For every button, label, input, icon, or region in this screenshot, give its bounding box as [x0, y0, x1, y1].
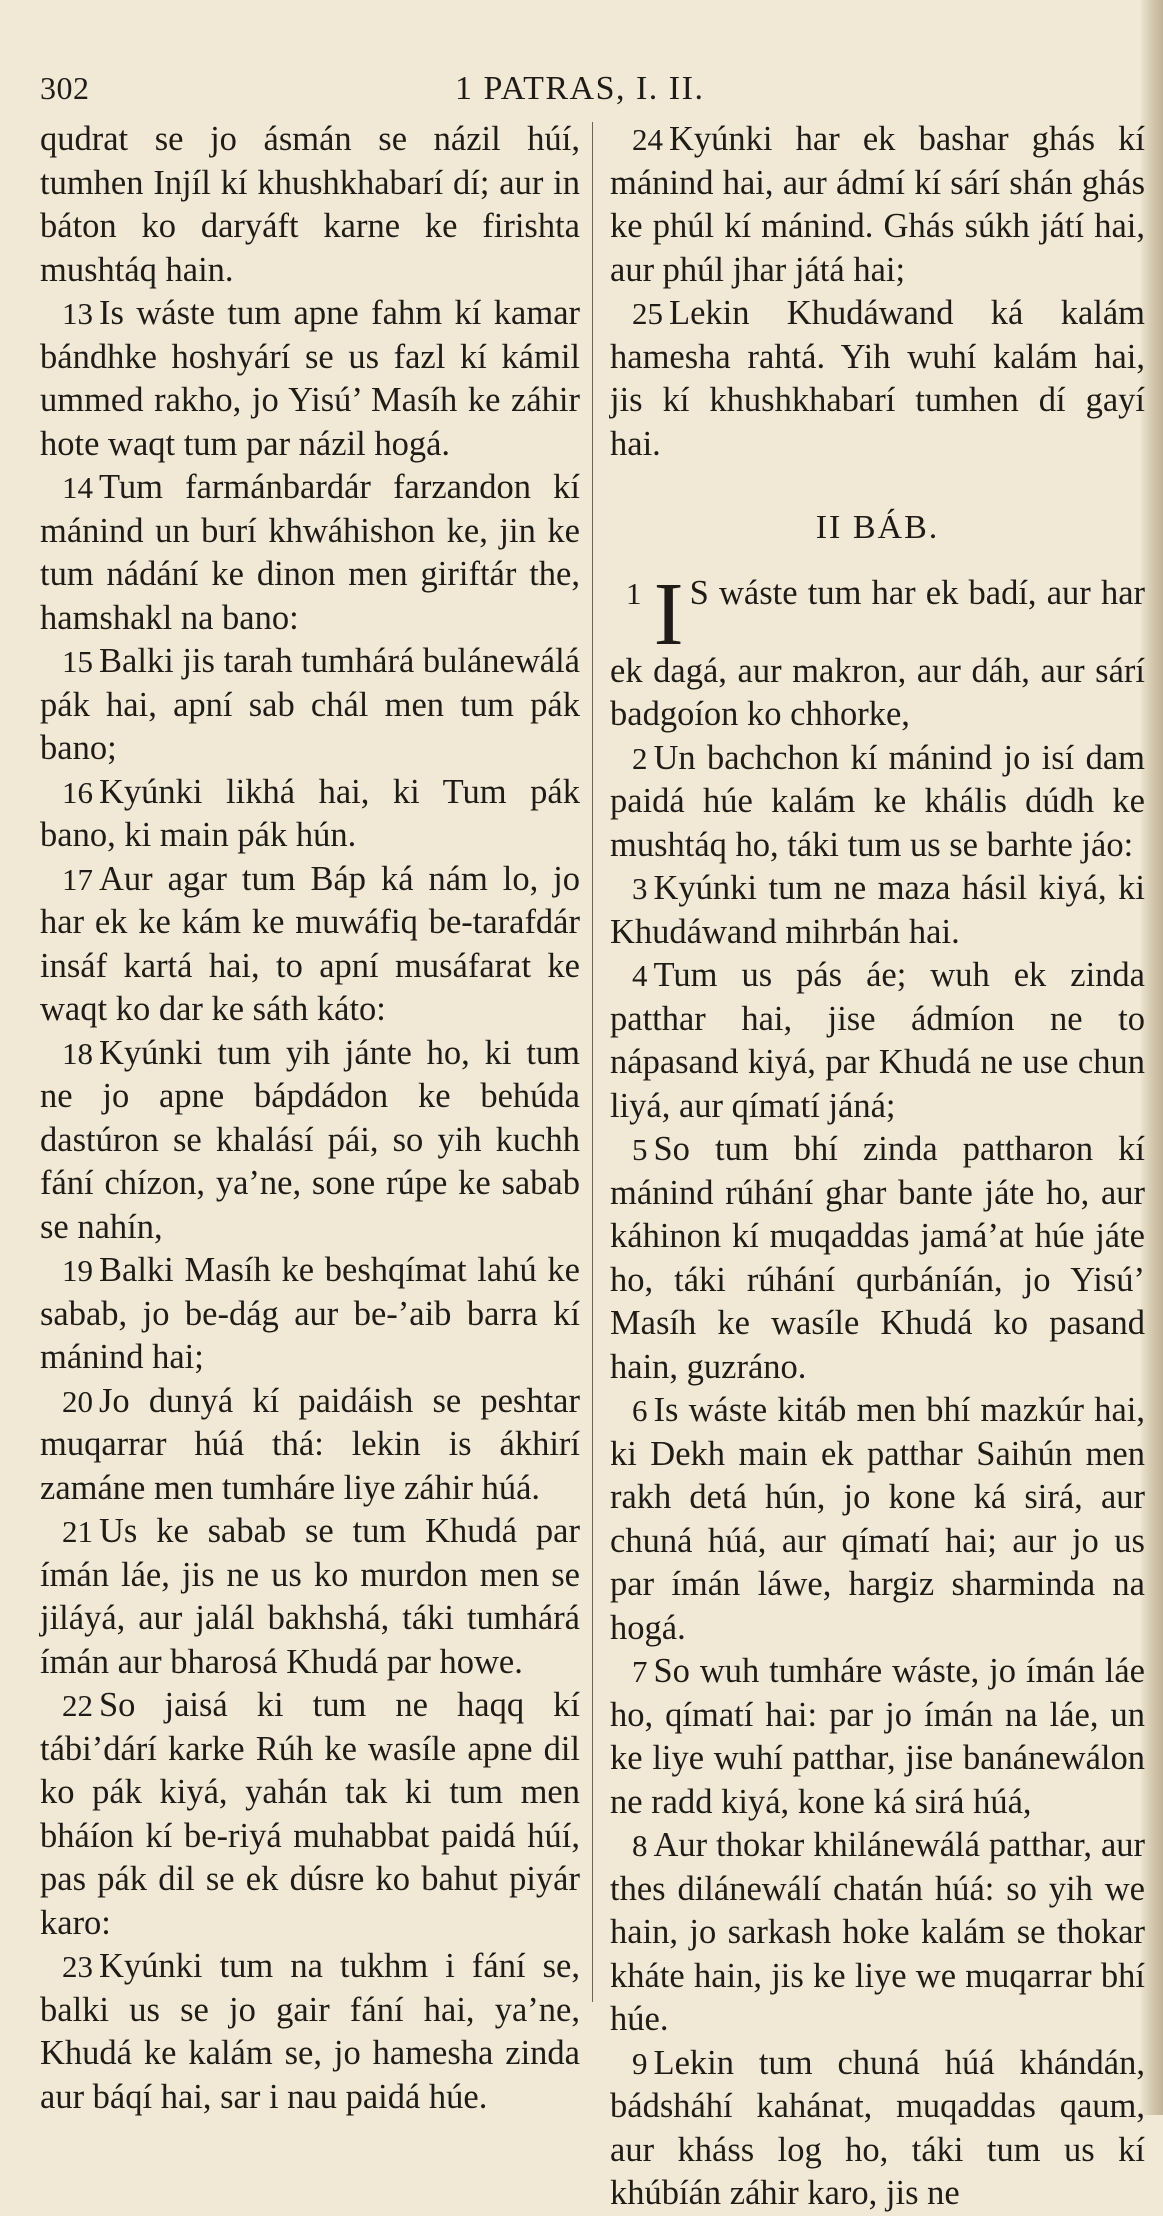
- left-column: [40, 118, 580, 2119]
- verse-text: So wuh tumháre wáste, jo ímán láe ho, qímatí hai: par jo ímán na láe, un ke liye wuhí patthar, jise banánewálon ne radd kiyá, kone ká sirá húá,: [610, 1652, 1145, 1821]
- verse: [40, 466, 580, 640]
- verse-text: So jaisá ki tum ne haqq kí tábi’dárí karke Rúh ke wasíle apne dil ko pák kiyá, yahán tak ki tum men bháíon kí be-riyá muhabbat paidá húí, pas pák dil se ek dúsre ko bahut piyár karo:: [40, 1686, 580, 1942]
- verse: [40, 771, 580, 858]
- continuation-paragraph: qudrat se jo ásmán se názil húí, tumhen Injíl kí khushkhabarí dí; aur in báton ko daryáft karne ke firishta mushtáq hain.: [40, 120, 580, 289]
- verse-number: 23: [62, 1949, 93, 1984]
- verse-number: 16: [62, 774, 93, 810]
- verse-number: 15: [62, 644, 93, 679]
- left-verse-list: [40, 292, 580, 2119]
- verse-number: 9: [632, 2045, 648, 2081]
- chapter-first-verse: [610, 564, 1145, 737]
- verse-text: Kyúnki har ek bashar ghás kí mánind hai, aur ádmí kí sárí shán ghás ke phúl kí mánind. Ghás súkh játí hai, aur phúl jhar játá hai;: [610, 120, 1145, 289]
- verse-text: Un bachchon kí mánind jo isí dam paidá húe kalám ke khális dúdh ke mushtáq ho, táki tum us se barhte jáo:: [610, 738, 1145, 864]
- right-column: [610, 118, 1145, 2216]
- verse-number: 2: [632, 740, 648, 776]
- verse-text: Tum farmánbardár farzandon kí mánind un burí khwáhishon ke, jin ke tum nádání ke dinon men giriftár the, hamshakl na bano:: [40, 468, 580, 637]
- drop-cap: I: [653, 564, 684, 664]
- verse-text: Tum us pás áe; wuh ek zinda patthar hai, jise ádmíon ne to nápasand kiyá, par Khudá ne use chun liyá, aur qímatí jáná;: [610, 956, 1145, 1125]
- verse-text: Aur thokar khilánewálá patthar, aur thes dilánewálí chatán húá: so yih we hain, jo sarkash hoke kalám se thokar kháte hain, jis ke liye we muqarrar bhí húe.: [610, 1826, 1145, 2038]
- verse: [610, 867, 1145, 954]
- chapter-title: II BÁB.: [815, 509, 940, 546]
- verse-text: Jo dunyá kí paidáish se peshtar muqarrar húá thá: lekin is ákhirí zamáne men tumháre liye záhir húá.: [40, 1381, 580, 1507]
- verse: [610, 292, 1145, 466]
- page-number: 302: [40, 70, 90, 106]
- verse: [40, 640, 580, 771]
- verse-number: 17: [62, 861, 93, 897]
- verse-number: 24: [632, 122, 663, 157]
- running-title: 1 PATRAS, I. II.: [455, 70, 705, 107]
- verse-number: 6: [632, 1393, 648, 1428]
- right-verse-list-top: [610, 118, 1145, 466]
- verse-text: Lekin Khudáwand ká kalám hamesha rahtá. Yih wuhí kalám hai, jis kí khushkhabarí tumhen dí gayí hai.: [610, 294, 1145, 463]
- verse: [40, 1510, 580, 1684]
- verse: [40, 292, 580, 466]
- verse: [610, 737, 1145, 868]
- verse-text: Kyúnki tum yih jánte ho, ki tum ne jo apne bápdádon ke behúda dastúron se khalásí pái, so yih kuchh fání chízon, ya’ne, sone rúpe ke sabab se nahín,: [40, 1033, 580, 1246]
- verse: [40, 1945, 580, 2119]
- verse-text: Balki Masíh ke beshqímat lahú ke sabab, jo be-dág aur be-’aib barra kí mánind hai;: [40, 1251, 580, 1376]
- verse-text: Kyúnki likhá hai, ki Tum pák bano, ki main pák hún.: [40, 772, 580, 854]
- verse-number: 5: [632, 1132, 648, 1167]
- verse-number: 19: [62, 1253, 93, 1288]
- verse-number: 14: [62, 470, 93, 505]
- verse: [610, 1824, 1145, 2042]
- verse-number: 18: [62, 1035, 93, 1071]
- right-verse-list-bottom: [610, 737, 1145, 2216]
- verse-number: 1: [626, 575, 642, 611]
- verse: [610, 2042, 1145, 2216]
- verse-number: 13: [62, 296, 93, 331]
- verse: [610, 1389, 1145, 1650]
- verse-text: Is wáste kitáb men bhí mazkúr hai, ki Dekh main ek patthar Saihún men rakh detá hún, jo kone ká sirá, aur chuná húá, aur qímatí hai; aur jo us par ímán láwe, hargiz sharminda na hogá.: [610, 1391, 1145, 1647]
- verse-text: Us ke sabab se tum Khudá par ímán láe, jis ne us ko murdon men se jiláyá, aur jalál bakhshá, táki tumhárá ímán aur bharosá Khudá par howe.: [40, 1512, 580, 1681]
- verse: [40, 1249, 580, 1380]
- verse: [40, 858, 580, 1032]
- verse-number: 7: [632, 1654, 648, 1689]
- verse-text: Kyúnki tum na tukhm i fání se, balki us se jo gair fání hai, ya’ne, Khudá ke kalám se, jo hamesha zinda aur báqí hai, sar i nau paidá húe.: [40, 1947, 580, 2116]
- verse-text: Lekin tum chuná húá khándán, bádsháhí kahánat, muqaddas qaum, aur kháss log ho, táki tum us kí khúbíán záhir karo, jis ne: [610, 2043, 1145, 2212]
- verse-text: S wáste tum har ek badí, aur har ek dagá, aur makron, aur dáh, aur sárí badgoíon ko chhorke,: [610, 573, 1145, 733]
- verse: [610, 1128, 1145, 1389]
- verse-number: 21: [62, 1514, 93, 1549]
- verse-text: Aur agar tum Báp ká nám lo, jo har ek ke kám ke muwáfiq be-tarafdár insáf kartá hai, to apní musáfarat ke waqt ko dar ke sáth káto:: [40, 859, 580, 1028]
- verse: [610, 118, 1145, 292]
- verse-text: Kyúnki tum ne maza hásil kiyá, ki Khudáwand mihrbán hai.: [610, 869, 1145, 951]
- verse: [40, 1032, 580, 1250]
- verse: [40, 1380, 580, 1511]
- verse-number: 22: [62, 1688, 93, 1723]
- verse-text: So tum bhí zinda pattharon kí mánind rúhání ghar bante játe ho, aur káhinon kí muqaddas jamá’at húe játe ho, táki rúhání qurbáníán, jo Yisú’ Masíh ke wasíle Khudá ko pasand hain, guzráno.: [610, 1130, 1145, 1386]
- verse-text: Balki jis tarah tumhárá bulánewálá pák hai, apní sab chál men tum pák bano;: [40, 642, 580, 767]
- verse-number: 4: [632, 958, 648, 993]
- verse-text: Is wáste tum apne fahm kí kamar bándhke hoshyárí se us fazl kí kámil ummed rakho, jo Yisú’ Masíh ke záhir hote waqt tum par názil hogá.: [40, 294, 580, 463]
- verse-number: 20: [62, 1383, 93, 1419]
- verse-number: 8: [632, 1828, 648, 1863]
- verse-number: 25: [632, 296, 663, 331]
- verse: [40, 1684, 580, 1945]
- column-divider: [592, 122, 593, 2002]
- verse: [610, 1650, 1145, 1824]
- verse: [610, 954, 1145, 1128]
- verse-number: 3: [632, 871, 648, 906]
